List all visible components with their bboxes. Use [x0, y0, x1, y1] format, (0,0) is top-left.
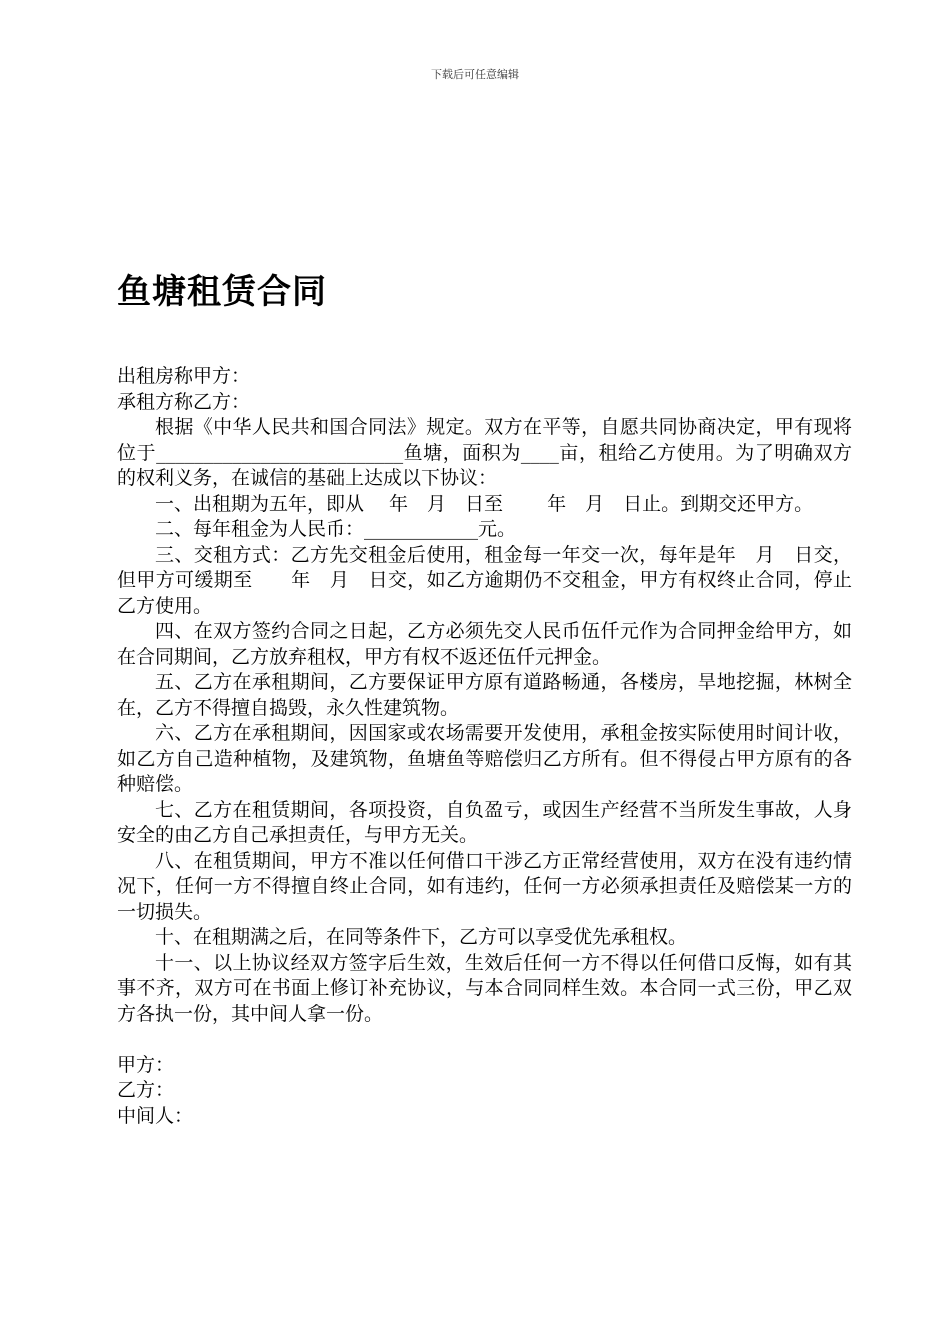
clause-lease-term: 一、出租期为五年，即从 年 月 日至 年 月 日止。到期交还甲方。	[155, 492, 814, 515]
signature-spacer	[117, 1027, 852, 1053]
clause-compensation: 六、乙方在承租期间，因国家或农场需要开发使用，承租金按实际使用时间计收，如乙方自己造种植物，及建筑物，鱼塘鱼等赔偿归乙方所有。但不得侵占甲方原有的各种赔偿。	[117, 722, 852, 795]
signature-middleman: 中间人：	[117, 1104, 194, 1127]
clause-payment-method: 三、交租方式：乙方先交租金后使用，租金每一年交一次，每年是年 月 日交，但甲方可缓期至 年 月 日交，如乙方逾期仍不交租金，甲方有权终止合同，停止乙方使用。	[117, 543, 852, 617]
signature-party-b: 乙方：	[117, 1079, 175, 1101]
clause-annual-rent: 二、每年租金为人民币：____________元。	[155, 518, 517, 540]
clause-priority-renewal: 十、在租期满之后，在同等条件下，乙方可以享受优先承租权。	[155, 926, 688, 948]
page-header-note: 下载后可任意编辑	[431, 68, 519, 81]
lessee-line: 承租方称乙方：	[117, 390, 251, 413]
contract-body	[117, 364, 852, 1129]
signature-party-a: 甲方：	[117, 1053, 175, 1076]
clause-non-interference: 八、在租赁期间，甲方不准以任何借口干涉乙方正常经营使用，双方在没有违约情况下，任何一方不得擅自终止合同，如有违约，任何一方必须承担责任及赔偿某一方的一切损失。	[117, 849, 852, 923]
clause-deposit: 四、在双方签约合同之日起，乙方必须先交人民币伍仟元作为合同押金给甲方，如在合同期间，乙方放弃租权，甲方有权不返还伍仟元押金。	[117, 620, 852, 668]
document-title: 鱼塘租赁合同	[117, 272, 327, 312]
preamble-paragraph: 根据《中华人民共和国合同法》规定。双方在平等，自愿共同协商决定，甲有现将位于__________________________鱼塘，面积为____亩，租给乙方使用。为了明确双方的权利义务，在诚信的基础上达成以下协议：	[117, 416, 852, 489]
clause-effectiveness: 十一、以上协议经双方签字后生效，生效后任何一方不得以任何借口反悔，如有其事不齐，双方可在书面上修订补充协议，与本合同同样生效。本合同一式三份，甲乙双方各执一份，其中间人拿一份。	[117, 951, 852, 1025]
clause-property-protection: 五、乙方在承租期间，乙方要保证甲方原有道路畅通，各楼房，旱地挖掘，林树全在，乙方不得擅自捣毁，永久性建筑物。	[117, 671, 852, 719]
lessor-line: 出租房称甲方：	[117, 365, 251, 387]
clause-liability: 七、乙方在租赁期间，各项投资，自负盈亏，或因生产经营不当所发生事故，人身安全的由乙方自己承担责任，与甲方无关。	[117, 798, 852, 846]
